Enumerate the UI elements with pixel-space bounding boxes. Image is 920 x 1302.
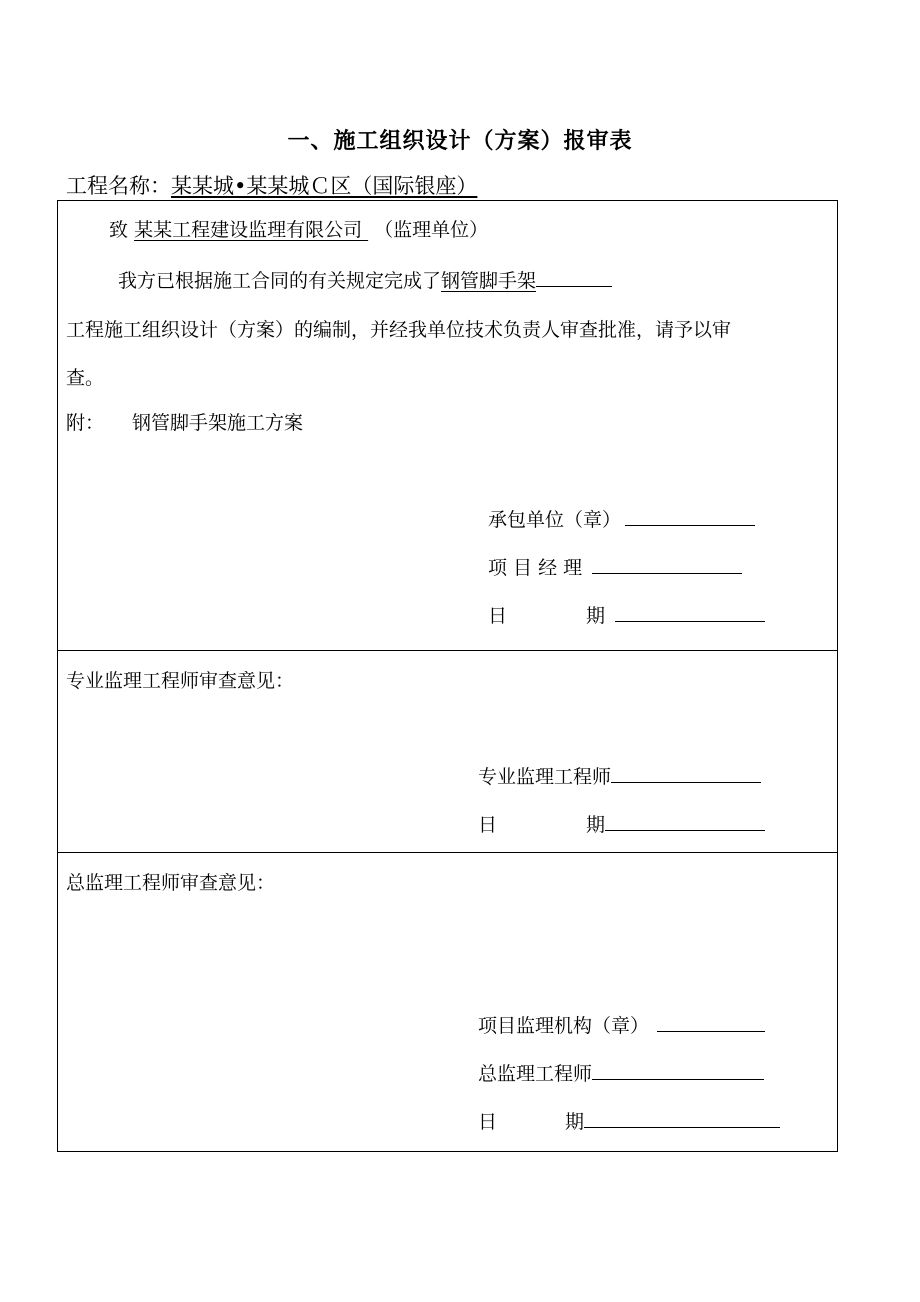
addressee-line [109, 215, 488, 242]
submission-work-item: 钢管脚手架 [441, 270, 537, 292]
submission-line-2: 工程施工组织设计（方案）的编制，并经我单位技术负责人审查批准，请予以审 [66, 319, 732, 341]
attachment-line [66, 408, 303, 435]
attachment-value: 钢管脚手架施工方案 [132, 412, 304, 434]
chief-review-heading: 总监理工程师审查意见： [66, 872, 276, 894]
supervision-org-label: 项目监理机构（章） [478, 1015, 650, 1037]
submission-work-item-blank [536, 268, 612, 287]
contractor-seal-label: 承包单位（章） [488, 509, 622, 531]
specialist-engineer-label: 专业监理工程师 [478, 766, 612, 788]
specialist-review-heading: 专业监理工程师审查意见： [66, 670, 295, 692]
attachment-label: 附： [66, 412, 105, 434]
project-manager-blank[interactable] [592, 555, 742, 574]
specialist-engineer-field [478, 762, 761, 789]
section-divider-2 [57, 852, 838, 853]
project-manager-label: 项 目 经 理 [488, 557, 583, 579]
page-title: 一、施工组织设计（方案）报审表 [287, 128, 633, 154]
section3-date-blank[interactable] [584, 1109, 780, 1128]
project-name-label: 工程名称： [66, 174, 171, 198]
specialist-engineer-blank[interactable] [611, 764, 761, 783]
addressee-name: 某某工程建设监理有限公司 [134, 219, 363, 241]
submission-text-1: 我方已根据施工合同的有关规定完成了 [118, 270, 442, 292]
addressee-underline-pad [362, 219, 368, 241]
project-manager-field [488, 553, 742, 580]
section1-date-field [488, 601, 765, 628]
addressee-suffix: （监理单位） [374, 219, 489, 241]
section1-date-blank[interactable] [615, 603, 765, 622]
section3-date-label-2: 期 [565, 1111, 585, 1133]
contractor-seal-field [488, 505, 755, 532]
supervision-org-field [478, 1011, 765, 1038]
addressee-prefix: 致 [109, 219, 129, 241]
section1-date-label-2: 期 [586, 605, 606, 627]
project-name-value: 某某城•某某城Ｃ区（国际银座） [171, 174, 478, 198]
submission-line-1 [118, 266, 612, 293]
section3-date-field [478, 1107, 780, 1134]
project-name-row [66, 170, 509, 200]
section1-date-label-1: 日 [488, 605, 508, 627]
section3-date-label-1: 日 [478, 1111, 498, 1133]
section2-date-field [478, 810, 765, 837]
supervision-org-blank[interactable] [657, 1013, 765, 1032]
chief-engineer-field [478, 1059, 764, 1086]
chief-engineer-blank[interactable] [592, 1061, 764, 1080]
contractor-seal-blank[interactable] [625, 507, 755, 526]
chief-engineer-label: 总监理工程师 [478, 1063, 593, 1085]
section2-date-label-1: 日 [478, 814, 498, 836]
section2-date-blank[interactable] [605, 812, 765, 831]
submission-line-3: 查。 [66, 367, 105, 389]
section2-date-label-2: 期 [586, 814, 606, 836]
section-divider-1 [57, 650, 838, 651]
